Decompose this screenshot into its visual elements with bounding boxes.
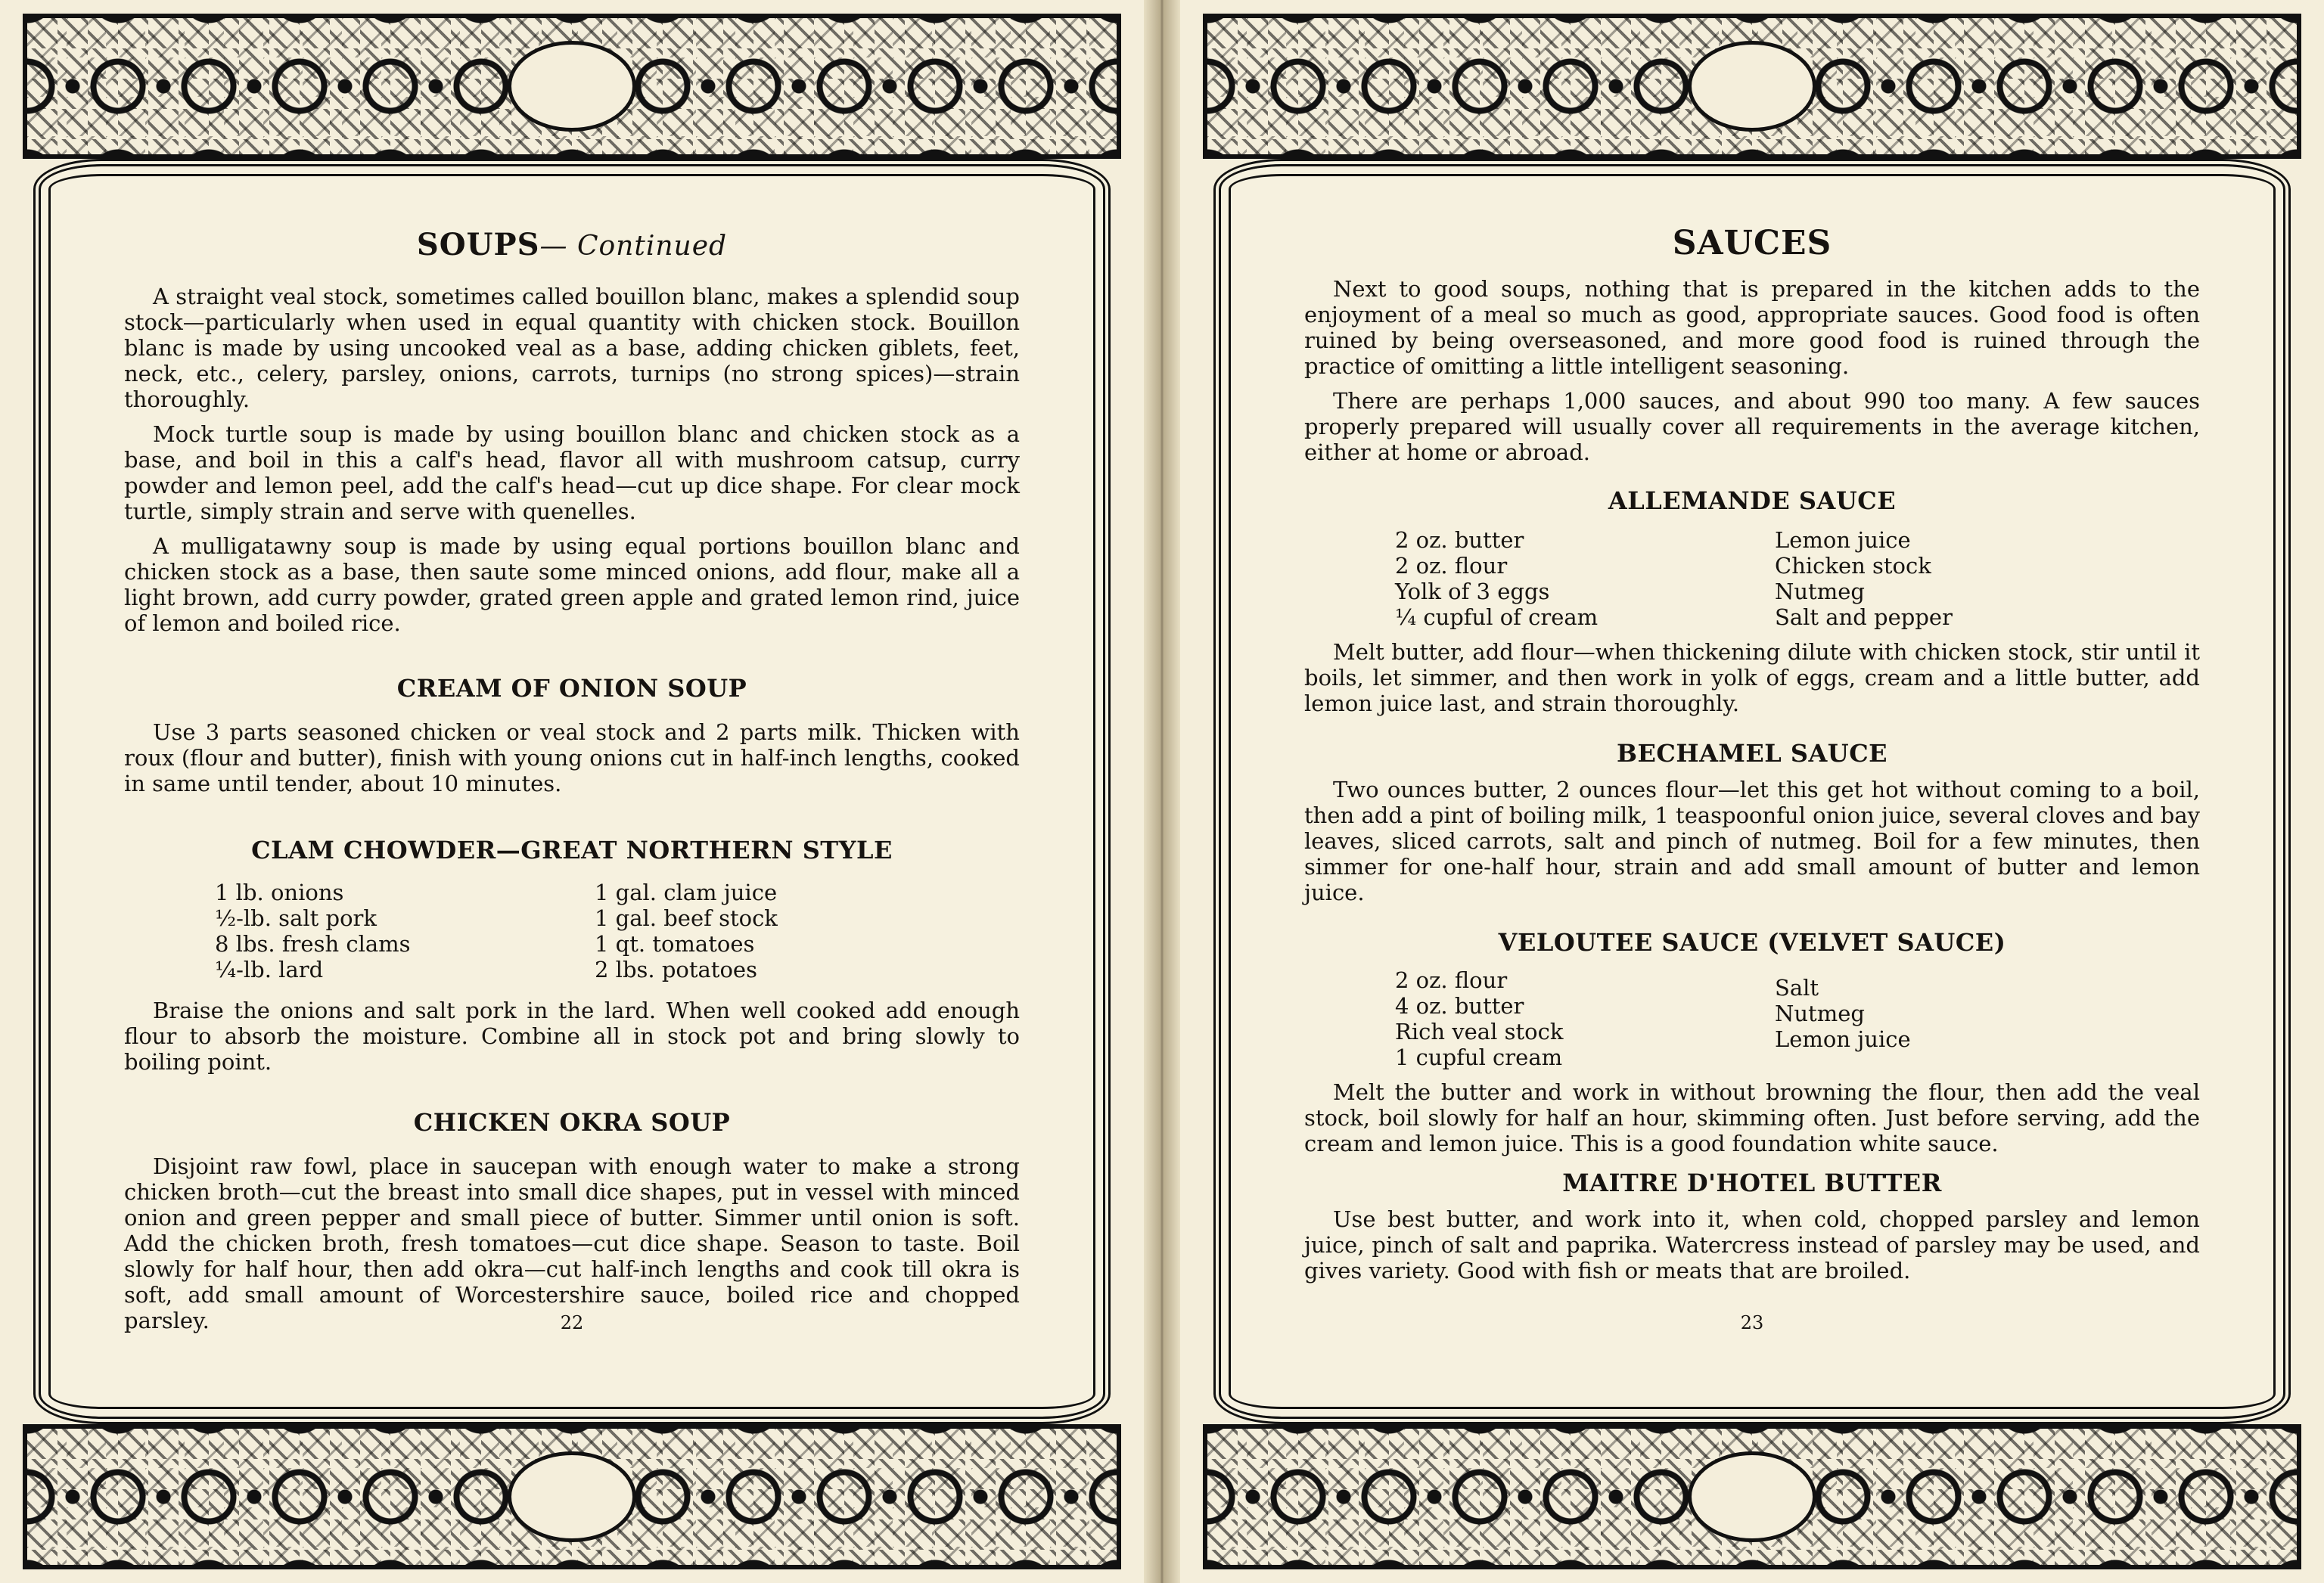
- ingredient-column: [595, 880, 974, 982]
- section-heading: VELOUTEE SAUCE (VELVET SAUCE): [1498, 928, 2006, 957]
- left-page-content: [124, 212, 1020, 1333]
- ingredient-column: [1395, 527, 1775, 630]
- ingredient-item: 4 oz. butter: [1395, 993, 1524, 1019]
- page-title-suffix: — Continued: [539, 231, 728, 262]
- recipe-text: Braise the onions and salt pork in the lard. When well cooked add enough flour to absorb the moisture. Combine all in stock pot and bring slowly to boiling point.: [124, 998, 1020, 1075]
- ingredient-item: 1 gal. beef stock: [595, 905, 778, 931]
- ingredient-column: [215, 880, 595, 982]
- recipe-text: Use 3 parts seasoned chicken or veal stock and 2 parts milk. Thicken with roux (flour and butter), finish with young onions cut in half-inch lengths, cooked in same until tender, about 10 minutes.: [124, 719, 1020, 796]
- ingredient-item: 1 cupful cream: [1395, 1044, 1563, 1070]
- ornamental-border-top: [23, 14, 1121, 159]
- ingredient-item: Salt and pepper: [1775, 604, 1953, 630]
- recipe-text: Melt butter, add flour—when thickening dilute with chicken stock, stir until it boils, let simmer, and then work in yolk of eggs, cream and a little butter, add lemon juice last, and strain thoroughly.: [1304, 639, 2200, 716]
- page-title: [124, 227, 1020, 262]
- right-page-content: [1304, 212, 2200, 1283]
- ingredient-item: Salt: [1775, 975, 1819, 1001]
- ingredient-item: ¼-lb. lard: [215, 957, 324, 982]
- ingredient-item: Nutmeg: [1775, 1001, 1865, 1026]
- section-heading: ALLEMANDE SAUCE: [1608, 486, 1897, 515]
- ingredient-item: Rich veal stock: [1395, 1019, 1564, 1044]
- intro-paragraph: A straight veal stock, sometimes called bouillon blanc, makes a splendid soup stock—particularly when used in equal quantity with chicken stock. Bouillon blanc is made by using uncooked veal as a base, adding chicken giblets, feet, neck, etc., celery, parsley, onions, carrots, turnips (no strong spices)—strain thoroughly.: [124, 284, 1020, 412]
- ingredient-column: [1395, 967, 1775, 1070]
- ornament-medallion-icon: [508, 41, 636, 132]
- ingredient-item: 1 gal. clam juice: [595, 880, 778, 905]
- ingredient-item: 2 oz. butter: [1395, 527, 1524, 553]
- intro-paragraph: Mock turtle soup is made by using bouillon blanc and chicken stock as a base, and boil in this a calf's head, flavor all with mushroom catsup, curry powder and lemon peel, add the calf's head—cut up dice shape. For clear mock turtle, simply strain and serve with quenelles.: [124, 421, 1020, 524]
- ingredient-list: [1304, 967, 2200, 1070]
- right-page: [1180, 0, 2324, 1583]
- recipe-text: Use best butter, and work into it, when cold, chopped parsley and lemon juice, pinch of salt and paprika. Watercress instead of parsley may be used, and gives variety. Good with fish or meats that are broiled.: [1304, 1206, 2200, 1283]
- ingredient-item: Lemon juice: [1775, 527, 1911, 553]
- page-title-main: SOUPS: [416, 227, 540, 262]
- left-page: [0, 0, 1144, 1583]
- ingredient-column: [1775, 527, 2155, 630]
- ingredient-item: 8 lbs. fresh clams: [215, 931, 411, 957]
- intro-paragraph: Next to good soups, nothing that is prepared in the kitchen adds to the enjoyment of a meal so much as good, appropriate sauces. Good food is often ruined by being overseasoned, and more good food is ruined through the practice of omitting a little intelligent seasoning.: [1304, 276, 2200, 379]
- ingredient-item: 2 lbs. potatoes: [595, 957, 757, 982]
- ingredient-item: Chicken stock: [1775, 553, 1931, 579]
- section-heading: BECHAMEL SAUCE: [1616, 739, 1888, 768]
- recipe-text: Two ounces butter, 2 ounces flour—let this get hot without coming to a boil, then add a pint of boiling milk, 1 teaspoonful onion juice, several cloves and bay leaves, sliced carrots, salt and pinch of nutmeg. Boil for a few minutes, then simmer for one-half hour, strain and add small amount of butter and lemon juice.: [1304, 777, 2200, 905]
- recipe-text: Melt the butter and work in without browning the flour, then add the veal stock, boil slowly for half an hour, skimming often. Just before serving, add the cream and lemon juice. This is a good foundation white sauce.: [1304, 1079, 2200, 1156]
- ornament-medallion-icon: [1688, 41, 1816, 132]
- section-heading: CHICKEN OKRA SOUP: [413, 1108, 731, 1137]
- ingredient-item: Nutmeg: [1775, 579, 1865, 604]
- section-heading: CREAM OF ONION SOUP: [396, 674, 747, 703]
- ornament-medallion-icon: [508, 1451, 636, 1542]
- ingredient-column: [1775, 967, 2155, 1070]
- ornamental-border-bottom: [23, 1424, 1121, 1569]
- page-number: 22: [560, 1312, 584, 1333]
- ingredient-item: Yolk of 3 eggs: [1395, 579, 1550, 604]
- section-heading: CLAM CHOWDER—GREAT NORTHERN STYLE: [251, 836, 893, 864]
- recipe-text: Disjoint raw fowl, place in saucepan with enough water to make a strong chicken broth—cut the breast into small dice shapes, put in vessel with minced onion and green pepper and small piece of butter. Simmer until onion is soft. Add the chicken broth, fresh tomatoes—cut dice shape. Season to taste. Boil slowly for half hour, then add okra—cut half-inch lengths and cook till okra is soft, add small amount of Worcestershire sauce, boiled rice and chopped parsley.: [124, 1153, 1020, 1333]
- intro-paragraph: A mulligatawny soup is made by using equal portions bouillon blanc and chicken stock as a base, then saute some minced onions, add flour, make all a light brown, add curry powder, grated green apple and grated lemon rind, juice of lemon and boiled rice.: [124, 533, 1020, 636]
- ingredient-list: [124, 880, 1020, 982]
- ingredient-item: 2 oz. flour: [1395, 553, 1508, 579]
- left-page-frame: [33, 159, 1111, 1424]
- ornamental-border-bottom: [1203, 1424, 2301, 1569]
- book-gutter: [1144, 0, 1180, 1583]
- ingredient-list: [1304, 527, 2200, 630]
- page-number: 23: [1740, 1312, 1764, 1333]
- ingredient-item: 1 qt. tomatoes: [595, 931, 755, 957]
- ingredient-item: ½-lb. salt pork: [215, 905, 377, 931]
- ingredient-item: 1 lb. onions: [215, 880, 344, 905]
- page-title: SAUCES: [1672, 224, 1832, 262]
- intro-paragraph: There are perhaps 1,000 sauces, and about 990 too many. A few sauces properly prepared will usually cover all requirements in the average kitchen, either at home or abroad.: [1304, 388, 2200, 465]
- section-heading: MAITRE D'HOTEL BUTTER: [1562, 1169, 1942, 1197]
- right-page-frame: [1213, 159, 2291, 1424]
- ornamental-border-top: [1203, 14, 2301, 159]
- ornament-medallion-icon: [1688, 1451, 1816, 1542]
- ingredient-item: 2 oz. flour: [1395, 967, 1508, 993]
- ingredient-item: ¼ cupful of cream: [1395, 604, 1599, 630]
- ingredient-item: Lemon juice: [1775, 1026, 1911, 1052]
